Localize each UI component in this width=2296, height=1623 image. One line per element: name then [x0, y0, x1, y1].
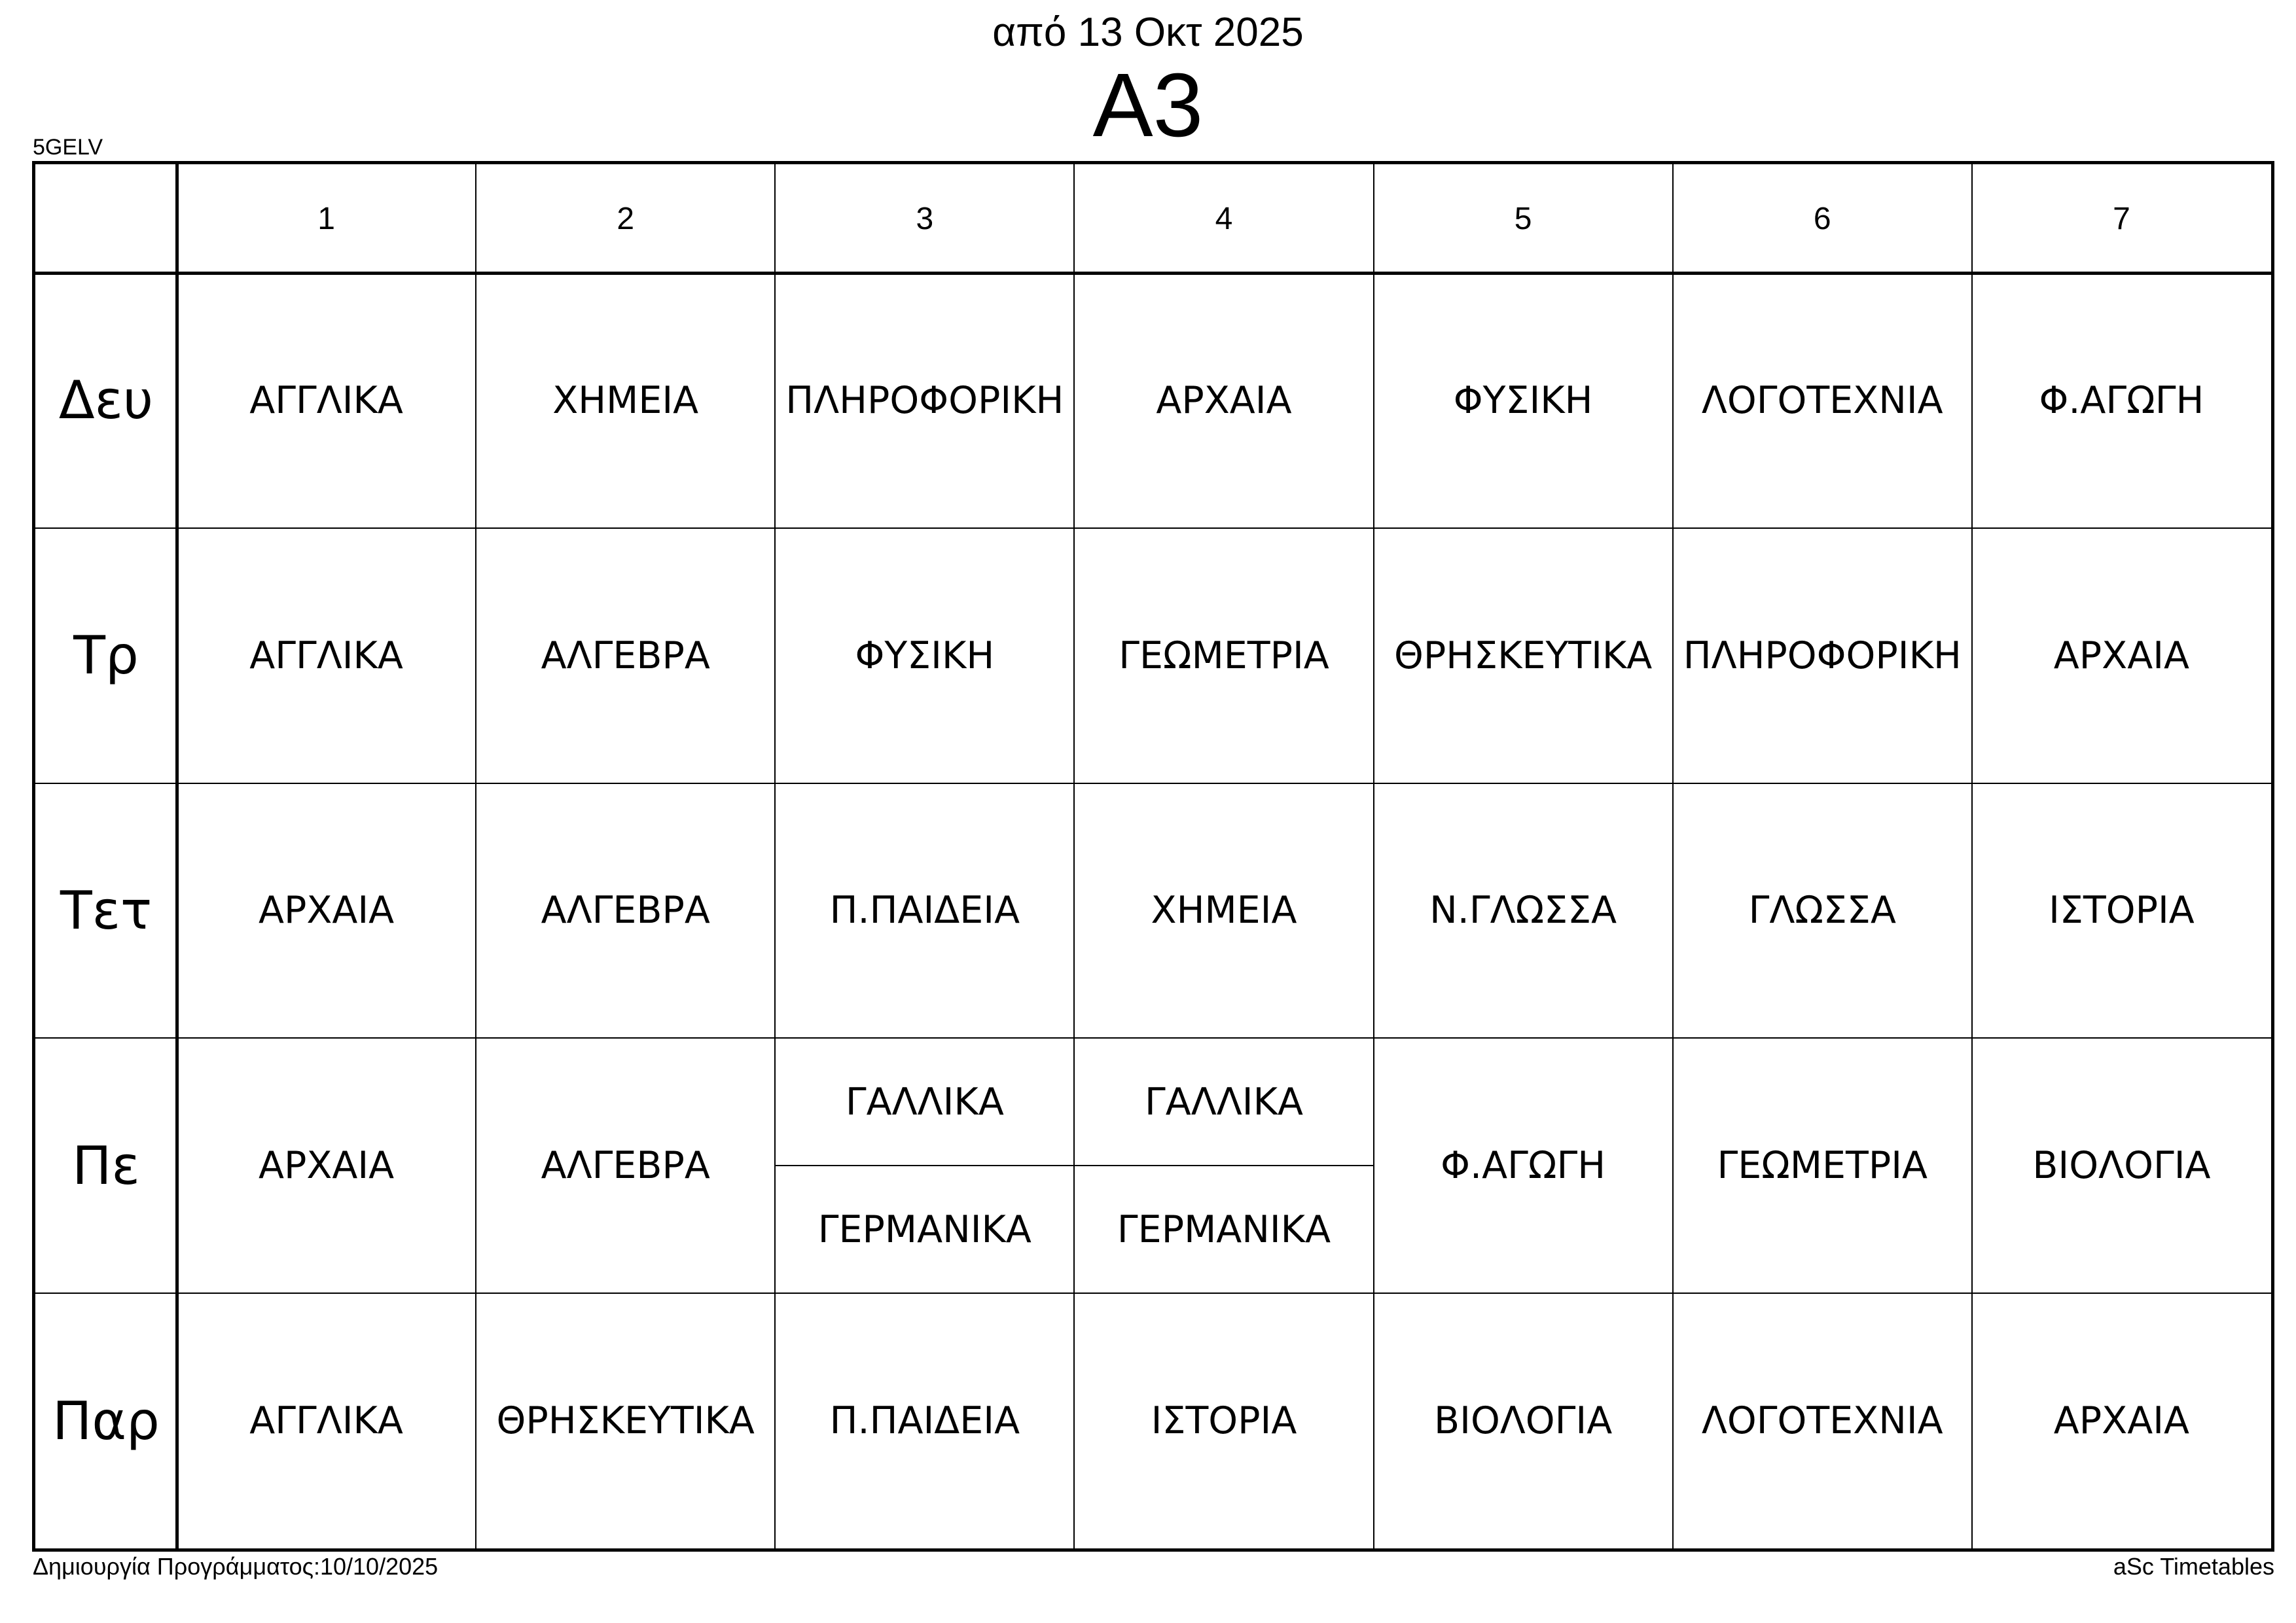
lesson-cell: ΒΙΟΛΟΓΙΑ [2032, 1144, 2211, 1188]
grid-line [1672, 164, 1674, 1548]
period-header: 7 [2113, 201, 2130, 236]
lesson-cell: ΙΣΤΟΡΙΑ [2049, 889, 2195, 933]
lesson-cell: ΒΙΟΛΟΓΙΑ [1434, 1399, 1613, 1443]
lesson-cell: ΑΡΧΑΙΑ [258, 1144, 395, 1188]
lesson-cell: ΧΗΜΕΙΑ [552, 378, 699, 422]
lesson-cell: ΑΡΧΑΙΑ [2053, 633, 2190, 677]
lesson-cell: ΑΡΧΑΙΑ [1156, 378, 1292, 422]
lesson-cell: ΓΕΡΜΑΝΙΚΑ [1117, 1207, 1331, 1251]
lesson-cell: ΑΡΧΑΙΑ [2053, 1399, 2190, 1443]
lesson-cell: ΓΑΛΛΙΚΑ [1145, 1080, 1303, 1124]
lesson-cell: ΦΥΣΙΚΗ [1453, 378, 1593, 422]
lesson-cell: ΑΛΓΕΒΡΑ [541, 889, 710, 933]
lesson-cell: ΓΑΛΛΙΚΑ [845, 1080, 1004, 1124]
grid-line [1073, 164, 1075, 1548]
lesson-cell: ΙΣΤΟΡΙΑ [1151, 1399, 1297, 1443]
lesson-cell: Ν.ΓΛΩΣΣΑ [1429, 889, 1617, 933]
grid-line [774, 164, 776, 1548]
day-label: Παρ [52, 1390, 160, 1452]
lesson-cell: ΠΛΗΡΟΦΟΡΙΚΗ [785, 378, 1064, 422]
grid-line [1373, 164, 1374, 1548]
class-title: Α3 [1092, 55, 1204, 156]
grid-line [35, 783, 2271, 784]
lesson-cell: Φ.ΑΓΩΓΗ [2039, 378, 2204, 422]
period-header: 4 [1215, 201, 1233, 236]
lesson-cell: ΦΥΣΙΚΗ [855, 633, 995, 677]
period-header: 6 [1813, 201, 1831, 236]
period-header: 2 [617, 201, 635, 236]
grid-line [475, 164, 476, 1548]
grid-line [35, 1293, 2271, 1294]
lesson-cell: ΑΛΓΕΒΡΑ [541, 633, 710, 677]
lesson-cell: ΓΛΩΣΣΑ [1748, 889, 1896, 933]
timetable-grid [32, 161, 2274, 1552]
day-label: Δευ [58, 370, 154, 431]
grid-line [35, 527, 2271, 529]
lesson-cell: ΘΡΗΣΚΕΥΤΙΚΑ [1393, 633, 1653, 677]
lesson-cell: ΑΡΧΑΙΑ [258, 889, 395, 933]
lesson-cell: ΑΓΓΛΙΚΑ [249, 378, 403, 422]
creation-date: Δημιουργία Προγράμματος:10/10/2025 [33, 1553, 439, 1580]
grid-line [35, 272, 2271, 275]
grid-line [175, 164, 179, 1548]
lesson-cell: ΑΓΓΛΙΚΑ [249, 633, 403, 677]
day-label: Πε [72, 1135, 140, 1196]
lesson-cell: Φ.ΑΓΩΓΗ [1441, 1144, 1606, 1188]
grid-line [1971, 164, 1973, 1548]
grid-line [775, 1165, 1373, 1166]
lesson-cell: Π.ΠΑΙΔΕΙΑ [829, 1399, 1020, 1443]
lesson-cell: Π.ΠΑΙΔΕΙΑ [829, 889, 1020, 933]
lesson-cell: ΓΕΩΜΕΤΡΙΑ [1717, 1144, 1928, 1188]
day-label: Τετ [60, 880, 152, 941]
generator-credit: aSc Timetables [2113, 1553, 2274, 1580]
lesson-cell: ΑΛΓΕΒΡΑ [541, 1144, 710, 1188]
lesson-cell: ΧΗΜΕΙΑ [1151, 889, 1297, 933]
lesson-cell: ΓΕΩΜΕΤΡΙΑ [1119, 633, 1329, 677]
lesson-cell: ΠΛΗΡΟΦΟΡΙΚΗ [1683, 633, 1962, 677]
period-header: 1 [317, 201, 335, 236]
lesson-cell: ΛΟΓΟΤΕΧΝΙΑ [1701, 378, 1943, 422]
timetable-date: από 13 Οκτ 2025 [992, 10, 1304, 55]
school-code: 5GELV [33, 135, 103, 160]
lesson-cell: ΛΟΓΟΤΕΧΝΙΑ [1701, 1399, 1943, 1443]
period-header: 5 [1514, 201, 1532, 236]
lesson-cell: ΓΕΡΜΑΝΙΚΑ [817, 1207, 1031, 1251]
grid-line [35, 1037, 2271, 1039]
day-label: Τρ [73, 625, 139, 687]
lesson-cell: ΑΓΓΛΙΚΑ [249, 1399, 403, 1443]
lesson-cell: ΘΡΗΣΚΕΥΤΙΚΑ [496, 1399, 755, 1443]
period-header: 3 [916, 201, 934, 236]
